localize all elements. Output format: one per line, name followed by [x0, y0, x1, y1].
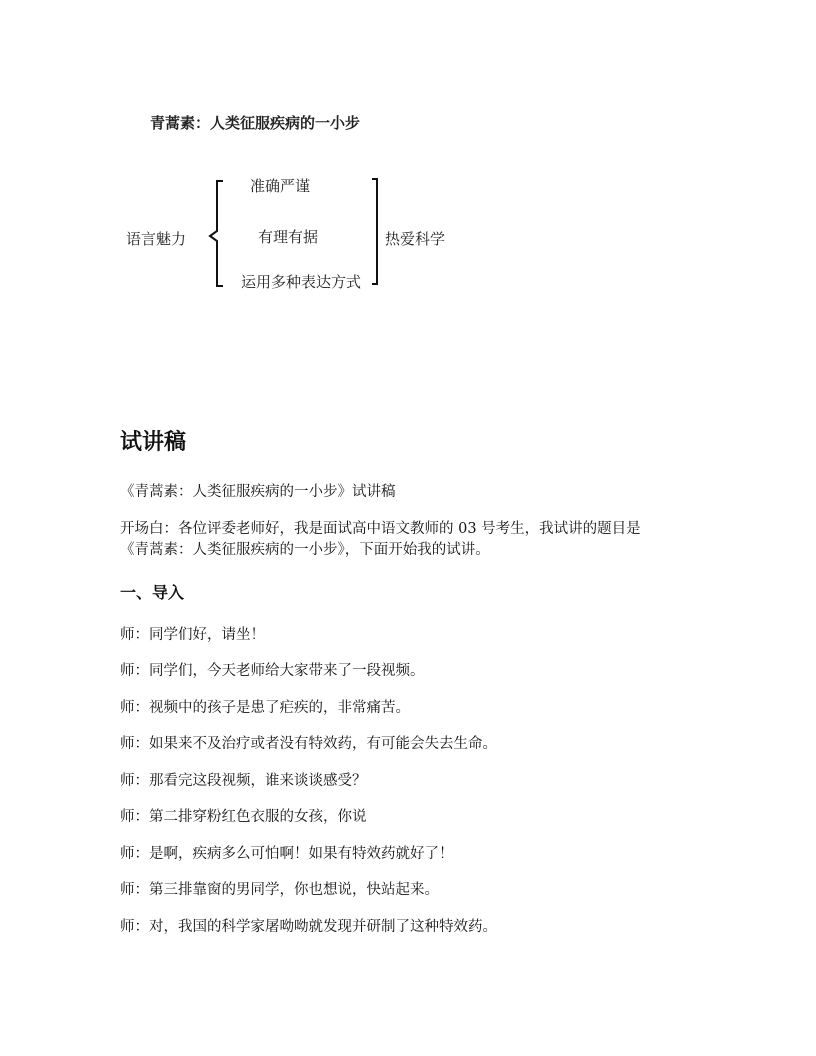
- dialogue-line: 师：同学们，今天老师给大家带来了一段视频。: [120, 663, 425, 679]
- diagram-item-3: 运用多种表达方式: [241, 273, 362, 291]
- dialogue-line: 师：第二排穿粉红色衣服的女孩，你说: [120, 809, 367, 825]
- dialogue-line: 师：第三排靠窗的男同学，你也想说，快站起来。: [120, 882, 439, 898]
- section-heading-intro: 一、导入: [120, 583, 185, 602]
- diagram-left-label: 语言魅力: [126, 230, 187, 248]
- dialogue-line: 师：那看完这段视频，谁来谈谈感受？: [120, 773, 367, 789]
- dialogue-line: 师：视频中的孩子是患了疟疾的，非常痛苦。: [120, 700, 410, 716]
- bracket-diagram: [0, 0, 816, 320]
- left-brace: [210, 181, 223, 286]
- dialogue-line: 师：对，我国的科学家屠呦呦就发现并研制了这种特效药。: [120, 919, 497, 935]
- diagram-item-1: 准确严谨: [250, 177, 311, 195]
- diagram-item-2: 有理有据: [258, 228, 319, 246]
- diagram-right-label: 热爱科学: [385, 230, 446, 248]
- dialogue-line: 师：同学们好，请坐！: [120, 627, 265, 643]
- dialogue-line: 师：是啊，疾病多么可怕啊！如果有特效药就好了！: [120, 846, 454, 862]
- opening-line-2: 《青蒿素：人类征服疾病的一小步》，下面开始我的试讲。: [120, 542, 490, 558]
- page-heading: 试讲稿: [120, 430, 187, 455]
- lecture-title-line: 《青蒿素：人类征服疾病的一小步》试讲稿: [120, 484, 396, 500]
- diagram-title: 青蒿素：人类征服疾病的一小步: [150, 114, 361, 132]
- right-brace: [372, 179, 377, 284]
- dialogue-line: 师：如果来不及治疗或者没有特效药，有可能会失去生命。: [120, 736, 497, 752]
- opening-line-1: 开场白：各位评委老师好，我是面试高中语文教师的 03 号考生，我试讲的题目是: [120, 521, 641, 537]
